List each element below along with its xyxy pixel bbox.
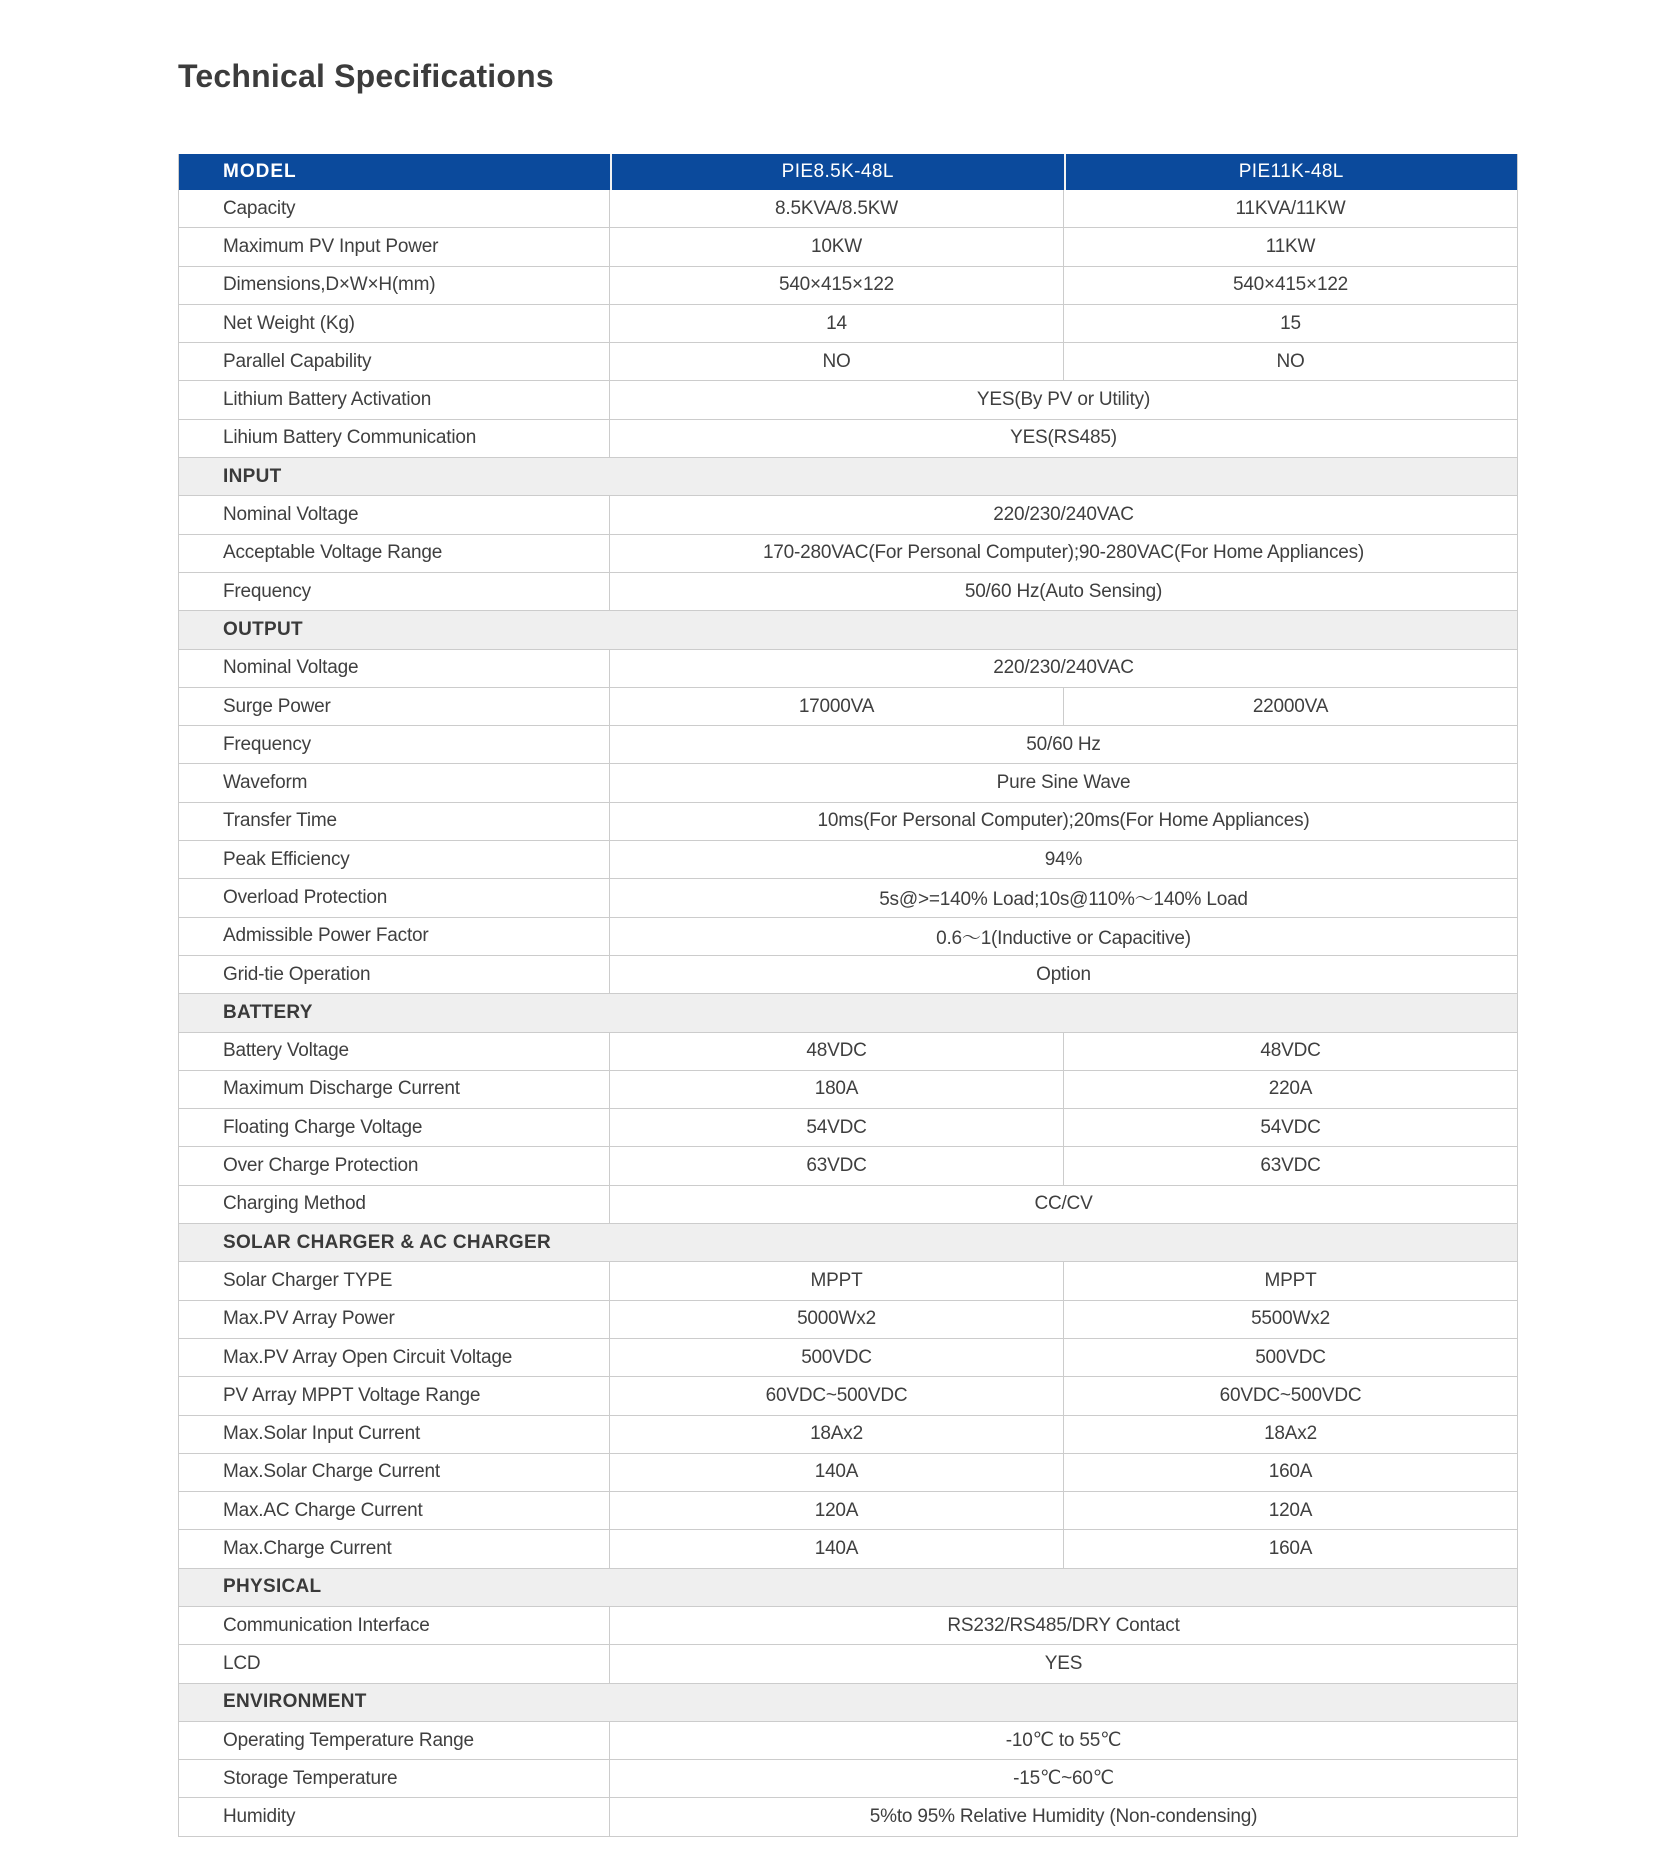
spec-value-span: 50/60 Hz(Auto Sensing) [964,580,1163,602]
spec-value-col2: 60VDC~500VDC [1063,1377,1517,1414]
spec-value-col1: 48VDC [806,1040,867,1062]
spec-value-col2: 160A [1063,1454,1517,1491]
spec-value-span: Option [1036,963,1091,985]
spec-value-col1: 180A [814,1078,859,1100]
spec-value-col2: 540×415×122 [1063,267,1517,304]
spec-label: Max.Solar Input Current [179,1416,610,1453]
spec-label: Floating Charge Voltage [179,1109,610,1146]
spec-value-span: -15℃~60℃ [1013,1768,1114,1790]
spec-label: Capacity [179,190,610,227]
section-label: SOLAR CHARGER & AC CHARGER [223,1231,551,1253]
spec-value-span: 50/60 Hz [1026,733,1101,755]
spec-value-col1: 60VDC~500VDC [765,1384,908,1406]
spec-label: Maximum PV Input Power [179,228,610,265]
table-row [179,1147,1517,1185]
table-row [179,305,1517,343]
spec-value-col1: 8.5KVA/8.5KW [775,197,898,219]
spec-table [178,154,1518,1837]
spec-label: Frequency [179,726,610,763]
spec-value-span: RS232/RS485/DRY Contact [947,1614,1180,1636]
table-row [179,573,1517,611]
spec-value-col2: 22000VA [1063,688,1517,725]
spec-label: Operating Temperature Range [179,1722,610,1759]
table-row [179,496,1517,534]
spec-label: Peak Efficiency [179,841,610,878]
spec-value-span: 220/230/240VAC [993,504,1134,526]
spec-label: Storage Temperature [179,1760,610,1797]
spec-value-span: 0.6～1(Inductive or Capacitive) [936,927,1191,949]
spec-value-col1: 5000Wx2 [797,1308,876,1330]
spec-label: Surge Power [179,688,610,725]
spec-label: Max.Solar Charge Current [179,1454,610,1491]
spec-label: Grid-tie Operation [179,956,610,993]
table-row [179,841,1517,879]
table-row [179,1416,1517,1454]
spec-value-span: YES(RS485) [1010,427,1117,449]
spec-label: Transfer Time [179,803,610,840]
table-header-row [179,154,1517,190]
table-row [179,879,1517,917]
table-row [179,190,1517,228]
spec-value-col1: 54VDC [806,1116,867,1138]
section-row [179,458,1517,496]
spec-label: PV Array MPPT Voltage Range [179,1377,610,1414]
section-row [179,1224,1517,1262]
spec-label: Maximum Discharge Current [179,1071,610,1108]
spec-value-col1: 17000VA [798,695,875,717]
spec-value-col1: 14 [826,312,847,334]
spec-label: Communication Interface [179,1607,610,1644]
spec-value-col1: 10KW [811,235,862,257]
spec-value-span: 10ms(For Personal Computer);20ms(For Home Appliances) [817,810,1310,832]
table-row [179,228,1517,266]
table-row [179,1301,1517,1339]
table-row [179,267,1517,305]
spec-label: Parallel Capability [179,343,610,380]
spec-value-col1: 140A [814,1538,859,1560]
spec-label: Over Charge Protection [179,1147,610,1184]
section-label: ENVIRONMENT [223,1691,367,1713]
page-title: Technical Specifications [178,58,554,94]
spec-label: Frequency [179,573,610,610]
spec-value-span: Pure Sine Wave [996,772,1131,794]
spec-value-span: -10℃ to 55℃ [1005,1730,1122,1752]
spec-label: Nominal Voltage [179,496,610,533]
spec-value-col2: 54VDC [1063,1109,1517,1146]
model-column-header-2: PIE11K-48L [1064,154,1518,190]
spec-value-col2: 500VDC [1063,1339,1517,1376]
section-row [179,1569,1517,1607]
spec-value-col2: 15 [1063,305,1517,342]
spec-value-col2: 11KW [1063,228,1517,265]
spec-value-col2: 11KVA/11KW [1063,190,1517,227]
table-row [179,650,1517,688]
spec-label: Admissible Power Factor [179,918,610,955]
spec-label: Max.AC Charge Current [179,1492,610,1529]
table-row [179,1645,1517,1683]
spec-value-col1: 120A [814,1499,859,1521]
section-label: INPUT [223,465,282,487]
table-row [179,420,1517,458]
spec-value-col2: 63VDC [1063,1147,1517,1184]
table-row [179,726,1517,764]
table-row [179,1530,1517,1568]
spec-label: Lihium Battery Communication [179,420,610,457]
spec-label: LCD [179,1645,610,1682]
spec-value-col2: 220A [1063,1071,1517,1108]
spec-label: Max.Charge Current [179,1530,610,1567]
table-row [179,381,1517,419]
spec-table-body [179,190,1517,1837]
spec-value-col1: 18Ax2 [810,1423,863,1445]
table-row [179,343,1517,381]
spec-label: Acceptable Voltage Range [179,535,610,572]
spec-label: Battery Voltage [179,1033,610,1070]
table-row [179,1760,1517,1798]
model-header-cell: MODEL [223,161,297,182]
spec-value-span: 5%to 95% Relative Humidity (Non-condensing) [869,1806,1258,1828]
table-row [179,803,1517,841]
table-row [179,918,1517,956]
table-row [179,1492,1517,1530]
spec-value-span: YES [1044,1652,1083,1674]
spec-value-col1: 540×415×122 [778,274,895,296]
model-column-header-1: PIE8.5K-48L [610,154,1064,190]
spec-value-span: 94% [1044,848,1083,870]
spec-value-col1: MPPT [810,1269,863,1291]
table-row [179,1262,1517,1300]
spec-value-col2: 18Ax2 [1063,1416,1517,1453]
spec-value-span: 220/230/240VAC [993,657,1134,679]
section-label: BATTERY [223,1001,313,1023]
spec-label: Lithium Battery Activation [179,381,610,418]
spec-value-col1: NO [822,350,851,372]
table-row [179,1339,1517,1377]
section-row [179,611,1517,649]
spec-value-col2: 120A [1063,1492,1517,1529]
spec-value-span: CC/CV [1034,1193,1093,1215]
table-row [179,1186,1517,1224]
spec-value-col2: 160A [1063,1530,1517,1567]
section-row [179,994,1517,1032]
spec-label: Max.PV Array Power [179,1301,610,1338]
table-row [179,535,1517,573]
spec-value-col1: 500VDC [801,1346,872,1368]
table-row [179,956,1517,994]
table-row [179,1798,1517,1836]
spec-label: Humidity [179,1798,610,1835]
table-row [179,1722,1517,1760]
spec-label: Solar Charger TYPE [179,1262,610,1299]
table-row [179,1607,1517,1645]
spec-value-col2: 48VDC [1063,1033,1517,1070]
spec-value-span: 5s@>=140% Load;10s@110%～140% Load [879,889,1248,911]
spec-value-col1: 140A [814,1461,859,1483]
spec-label: Dimensions,D×W×H(mm) [179,267,610,304]
table-row [179,1377,1517,1415]
spec-label: Charging Method [179,1186,610,1223]
table-row [179,1109,1517,1147]
table-row [179,764,1517,802]
table-row [179,1071,1517,1109]
table-row [179,1454,1517,1492]
spec-value-col2: NO [1063,343,1517,380]
spec-label: Net Weight (Kg) [179,305,610,342]
spec-value-col1: 63VDC [806,1155,867,1177]
spec-value-span: 170-280VAC(For Personal Computer);90-280VAC(For Home Appliances) [762,542,1365,564]
spec-value-col2: MPPT [1063,1262,1517,1299]
spec-value-span: YES(By PV or Utility) [976,389,1151,411]
section-label: OUTPUT [223,618,303,640]
spec-label: Overload Protection [179,879,610,916]
spec-value-col2: 5500Wx2 [1063,1301,1517,1338]
table-row [179,688,1517,726]
spec-label: Nominal Voltage [179,650,610,687]
section-label: PHYSICAL [223,1576,322,1598]
table-row [179,1033,1517,1071]
section-row [179,1684,1517,1722]
spec-label: Max.PV Array Open Circuit Voltage [179,1339,610,1376]
spec-label: Waveform [179,764,610,801]
